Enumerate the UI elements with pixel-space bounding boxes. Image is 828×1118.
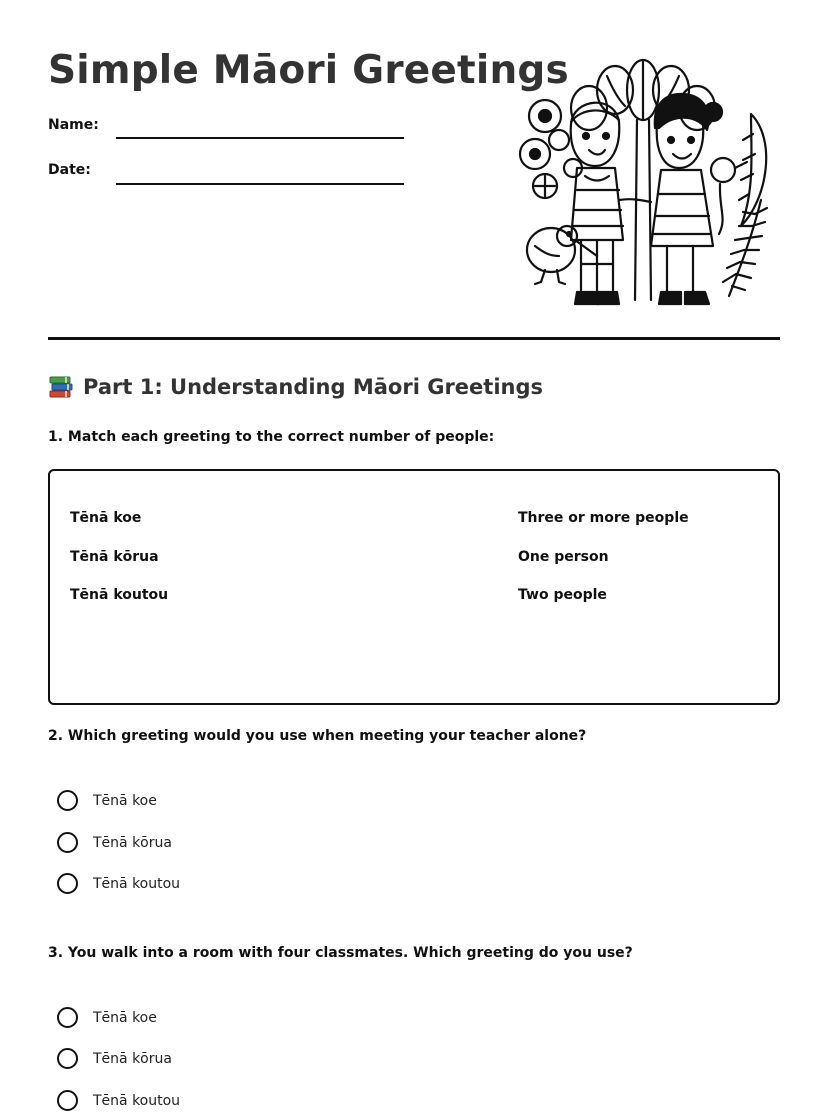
people-count-item[interactable]: Three or more people <box>518 510 689 526</box>
kiwi-bird <box>527 226 597 284</box>
radio-circle[interactable] <box>57 1007 78 1028</box>
greeting-item[interactable]: Tēnā kōrua <box>70 549 159 565</box>
radio-circle[interactable] <box>57 832 78 853</box>
people-count-item[interactable]: Two people <box>518 587 607 603</box>
q3-option[interactable] <box>57 1090 180 1111</box>
question-3: 3. You walk into a room with four classmates. Which greeting do you use? <box>48 945 633 961</box>
q3-option[interactable] <box>57 1048 172 1069</box>
question-2: 2. Which greeting would you use when meeting your teacher alone? <box>48 728 587 744</box>
option-label: Tēnā koe <box>93 1009 157 1026</box>
greeting-item[interactable]: Tēnā koe <box>70 510 142 526</box>
greeting-item[interactable]: Tēnā koutou <box>70 587 169 603</box>
boy-figure <box>571 103 623 304</box>
part1-heading <box>48 374 543 400</box>
foliage-decoration <box>520 60 766 234</box>
q2-option[interactable] <box>57 873 180 894</box>
name-field[interactable] <box>48 117 99 133</box>
option-label: Tēnā koutou <box>93 1092 181 1109</box>
name-label: Name: <box>48 117 99 133</box>
name-line[interactable] <box>116 137 404 139</box>
section-divider <box>48 337 780 340</box>
radio-circle[interactable] <box>57 873 78 894</box>
q2-option[interactable] <box>57 790 157 811</box>
part1-heading-text: Part 1: Understanding Māori Greetings <box>83 375 544 399</box>
radio-circle[interactable] <box>57 790 78 811</box>
tree-trunk <box>635 120 651 300</box>
question-1: 1. Match each greeting to the correct number of people: <box>48 429 495 445</box>
date-line[interactable] <box>116 183 404 185</box>
date-field[interactable] <box>48 162 91 178</box>
date-label: Date: <box>48 162 91 178</box>
people-count-item[interactable]: One person <box>518 549 609 565</box>
q2-option[interactable] <box>57 832 172 853</box>
radio-circle[interactable] <box>57 1090 78 1111</box>
q3-option[interactable] <box>57 1007 157 1028</box>
books-icon <box>48 374 74 400</box>
worksheet-title: Simple Māori Greetings <box>48 48 569 93</box>
option-label: Tēnā koutou <box>93 875 181 892</box>
radio-circle[interactable] <box>57 1048 78 1069</box>
option-label: Tēnā kōrua <box>93 1050 172 1067</box>
option-label: Tēnā kōrua <box>93 834 172 851</box>
option-label: Tēnā koe <box>93 792 157 809</box>
matching-box <box>48 469 780 705</box>
children-illustration <box>515 50 777 310</box>
